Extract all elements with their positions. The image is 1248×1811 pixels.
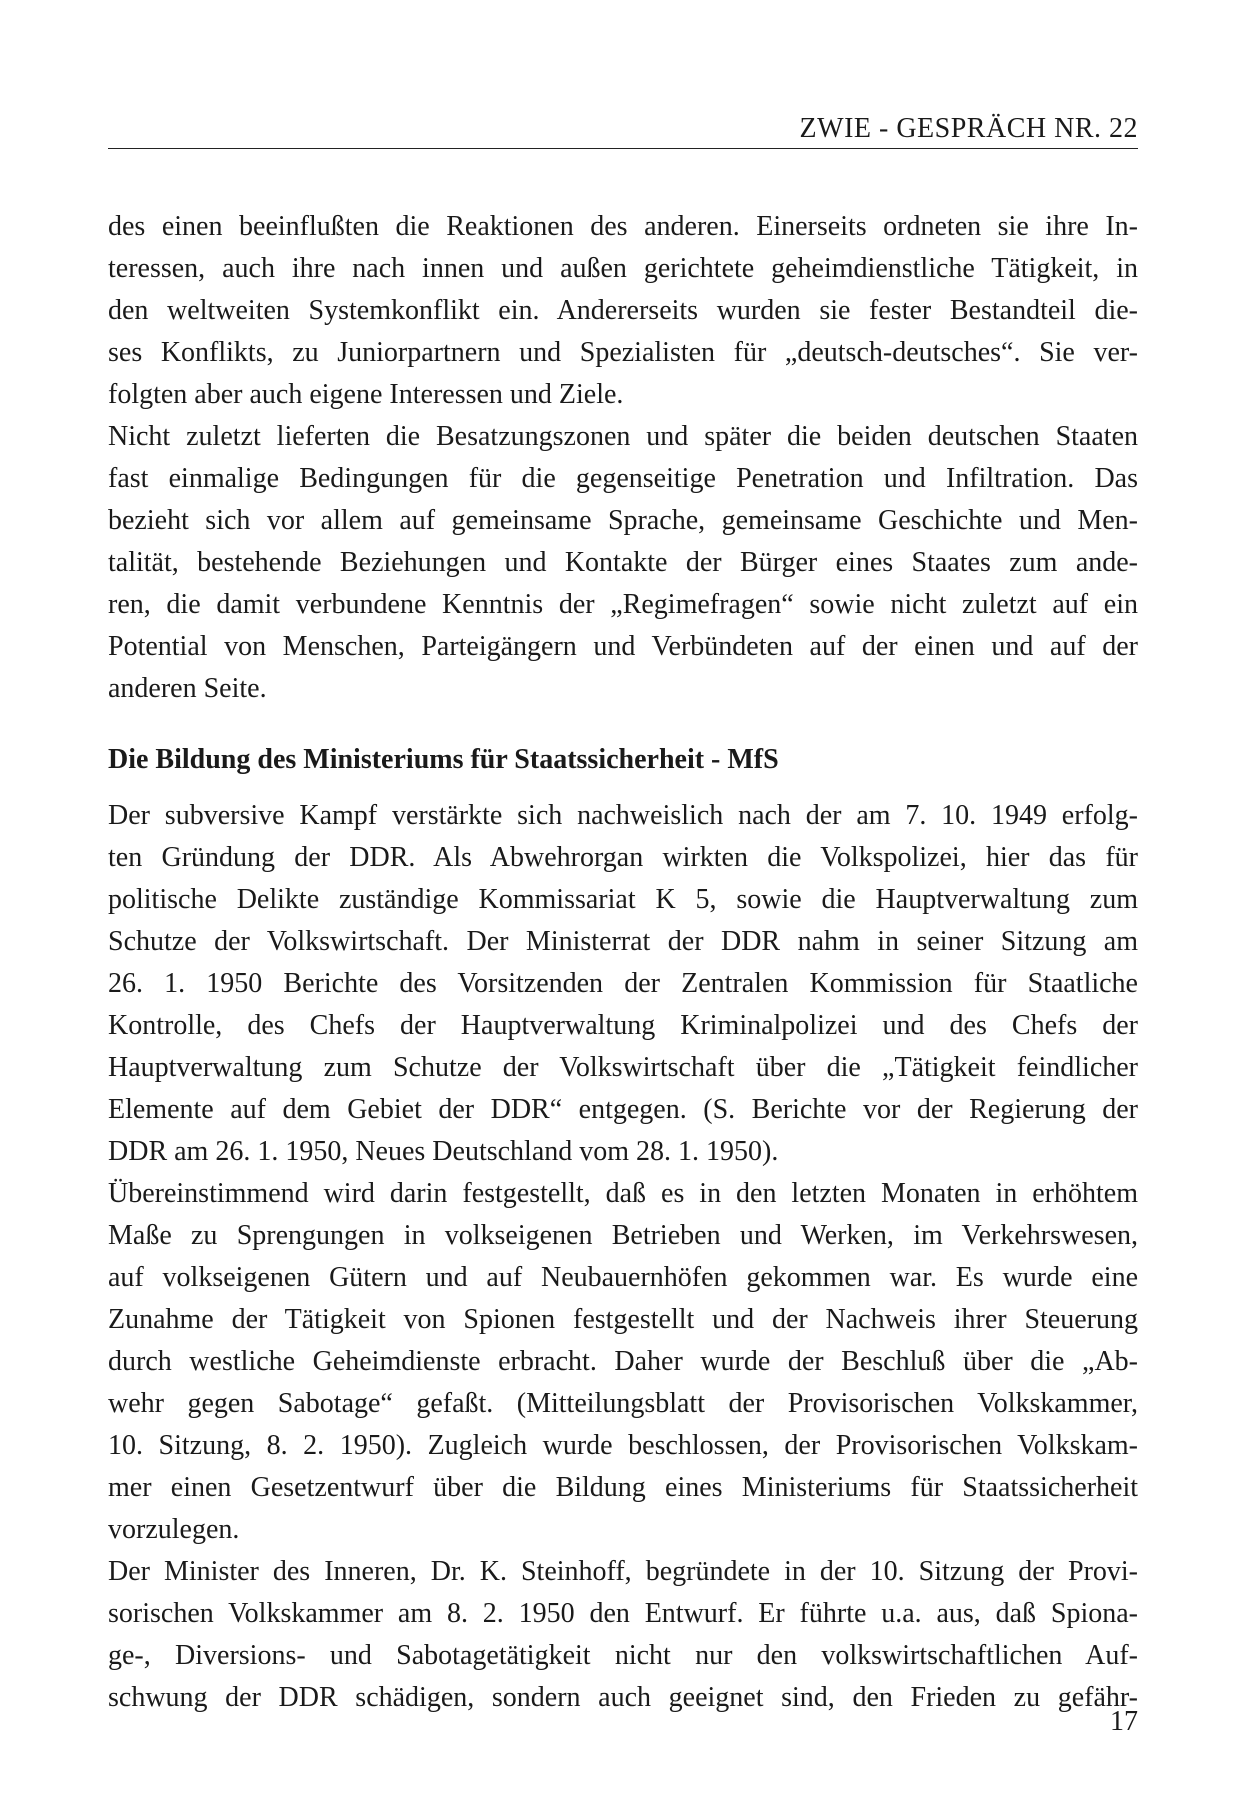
text-line: den weltweiten Systemkonflikt ein. Andererseits wurden sie fester Bestandteil die- xyxy=(108,295,1138,326)
text-line: ren, die damit verbundene Kenntnis der „Regimefragen“ sowie nicht zuletzt auf ein xyxy=(108,589,1138,620)
text-line: Der subversive Kampf verstärkte sich nachweislich nach der am 7. 10. 1949 erfolg- xyxy=(108,800,1138,831)
text-line: schwung der DDR schädigen, sondern auch geeignet sind, den Frieden zu gefähr- xyxy=(108,1682,1138,1713)
text-line: ge-, Diversions- und Sabotagetätigkeit nicht nur den volkswirtschaftlichen Auf- xyxy=(108,1640,1138,1671)
text-line: mer einen Gesetzentwurf über die Bildung eines Ministeriums für Staatssicherheit xyxy=(108,1472,1138,1503)
text-line: wehr gegen Sabotage“ gefaßt. (Mitteilungsblatt der Provisorischen Volkskammer, xyxy=(108,1388,1138,1419)
page-number: 17 xyxy=(1110,1706,1138,1737)
text-line: anderen Seite. xyxy=(108,673,267,704)
text-line: durch westliche Geheimdienste erbracht. Daher wurde der Beschluß über die „Ab- xyxy=(108,1346,1138,1377)
text-line: bezieht sich vor allem auf gemeinsame Sprache, gemeinsame Geschichte und Men- xyxy=(108,505,1138,536)
text-line: 10. Sitzung, 8. 2. 1950). Zugleich wurde beschlossen, der Provisorischen Volkskam- xyxy=(108,1430,1138,1461)
text-line: Übereinstimmend wird darin festgestellt, daß es in den letzten Monaten in erhöhtem xyxy=(108,1178,1138,1209)
paragraph xyxy=(108,1551,1138,1719)
running-header: ZWIE - GESPRÄCH NR. 22 xyxy=(799,113,1138,144)
text-line: fast einmalige Bedingungen für die gegenseitige Penetration und Infiltration. Das xyxy=(108,463,1138,494)
text-line: auf volkseigenen Gütern und auf Neubauernhöfen gekommen war. Es wurde eine xyxy=(108,1262,1138,1293)
text-line: talität, bestehende Beziehungen und Kontakte der Bürger eines Staates zum ande- xyxy=(108,547,1138,578)
header-rule xyxy=(108,148,1138,149)
text-line: ses Konflikts, zu Juniorpartnern und Spezialisten für „deutsch-deutsches“. Sie ver- xyxy=(108,337,1138,368)
text-line: Hauptverwaltung zum Schutze der Volkswirtschaft über die „Tätigkeit feindlicher xyxy=(108,1052,1138,1083)
page-body xyxy=(108,206,1138,1719)
text-line: DDR am 26. 1. 1950, Neues Deutschland vom 28. 1. 1950). xyxy=(108,1136,779,1167)
text-line: Der Minister des Inneren, Dr. K. Steinhoff, begründete in der 10. Sitzung der Provi- xyxy=(108,1556,1138,1587)
text-line: Elemente auf dem Gebiet der DDR“ entgegen. (S. Berichte vor der Regierung der xyxy=(108,1094,1138,1125)
text-line: 26. 1. 1950 Berichte des Vorsitzenden der Zentralen Kommission für Staatliche xyxy=(108,968,1138,999)
text-line: Potential von Menschen, Parteigängern und Verbündeten auf der einen und auf der xyxy=(108,631,1138,662)
text-line: Nicht zuletzt lieferten die Besatzungszonen und später die beiden deutschen Staaten xyxy=(108,421,1138,452)
text-line: Schutze der Volkswirtschaft. Der Ministerrat der DDR nahm in seiner Sitzung am xyxy=(108,926,1138,957)
text-line: politische Delikte zuständige Kommissariat K 5, sowie die Hauptverwaltung zum xyxy=(108,884,1138,915)
text-line: Zunahme der Tätigkeit von Spionen festgestellt und der Nachweis ihrer Steuerung xyxy=(108,1304,1138,1335)
text-line: ten Gründung der DDR. Als Abwehrorgan wirkten die Volkspolizei, hier das für xyxy=(108,842,1138,873)
paragraph xyxy=(108,1173,1138,1551)
section-heading: Die Bildung des Ministeriums für Staatssicherheit - MfS xyxy=(108,744,779,775)
text-line: vorzulegen. xyxy=(108,1514,240,1545)
paragraph xyxy=(108,416,1138,710)
text-line: des einen beeinflußten die Reaktionen des anderen. Einerseits ordneten sie ihre In- xyxy=(108,211,1138,242)
text-line: sorischen Volkskammer am 8. 2. 1950 den Entwurf. Er führte u.a. aus, daß Spiona- xyxy=(108,1598,1138,1629)
paragraph xyxy=(108,206,1138,416)
text-line: Maße zu Sprengungen in volkseigenen Betrieben und Werken, im Verkehrswesen, xyxy=(108,1220,1138,1251)
paragraph xyxy=(108,795,1138,1173)
text-line: folgten aber auch eigene Interessen und Ziele. xyxy=(108,379,624,410)
text-line: teressen, auch ihre nach innen und außen gerichtete geheimdienstliche Tätigkeit, in xyxy=(108,253,1138,284)
text-line: Kontrolle, des Chefs der Hauptverwaltung Kriminalpolizei und des Chefs der xyxy=(108,1010,1138,1041)
